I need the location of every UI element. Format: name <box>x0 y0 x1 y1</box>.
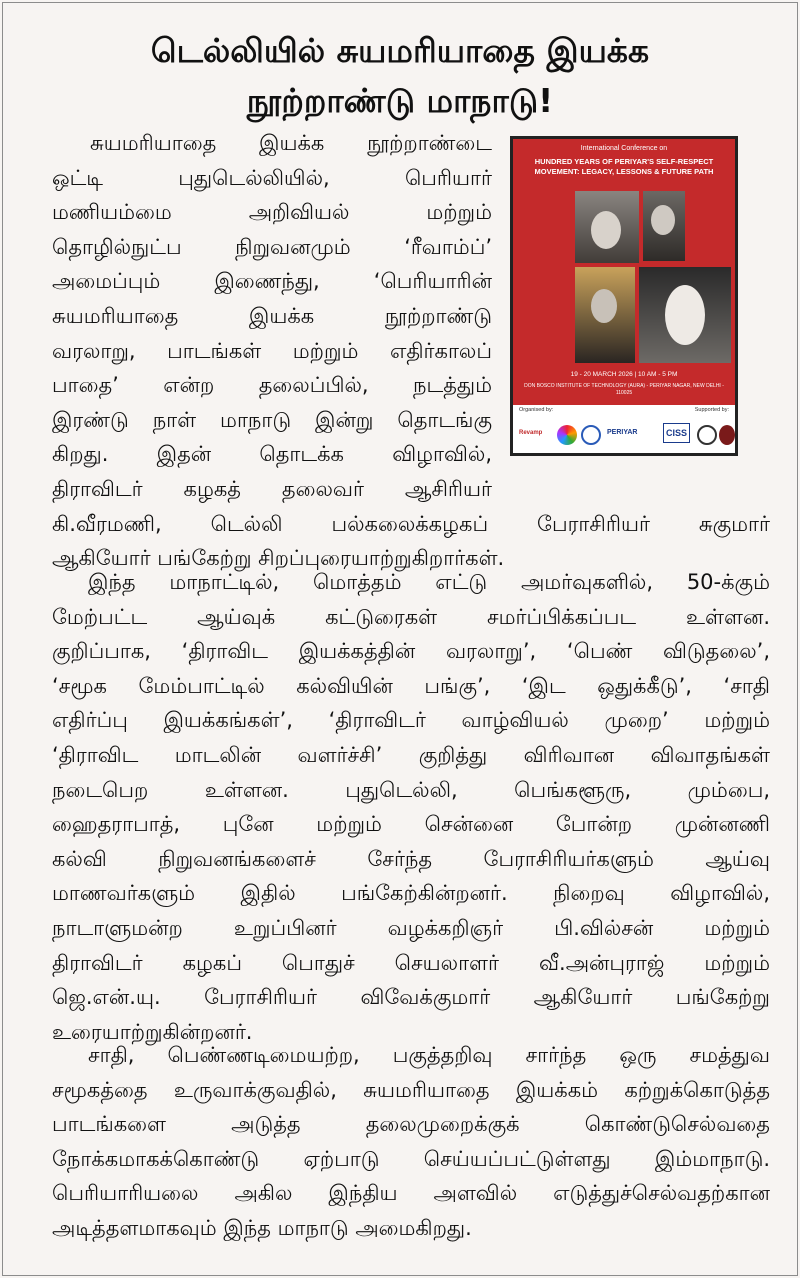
paragraph-line: பெரியாரியலை அகில இந்திய அளவில் எடுத்துச்செல்வதற்கான <box>52 1181 770 1206</box>
poster-title: HUNDRED YEARS OF PERIYAR'S SELF-RESPECT MOVEMENT: LEGACY, LESSONS & FUTURE PATH <box>534 157 714 176</box>
paragraph-line: இரண்டு நாள் மாநாடு இன்று தொடங்கு <box>52 407 492 432</box>
paragraph-line: கல்வி நிறுவனங்களைச் சேர்ந்த பேராசிரியர்களும் ஆய்வு <box>52 846 770 871</box>
paragraph-line: சாதி, பெண்ணடிமையற்ற, பகுத்தறிவு சார்ந்த ஒரு சமத்துவ <box>88 1043 770 1067</box>
paragraph-line: உரையாற்றுகின்றனர். <box>52 1019 253 1044</box>
paragraph-line: நோக்கமாகக்கொண்டு ஏற்பாடு செய்யப்பட்டுள்ளது இம்மாநாடு. <box>52 1146 770 1171</box>
periyar-foundation-logo: PERIYAR <box>607 429 638 436</box>
poster-kicker: International Conference on <box>580 145 668 152</box>
paragraph-line: திராவிடர் கழகத் தலைவர் ஆசிரியர் <box>52 477 492 501</box>
paragraph-line: சுயமரியாதை இயக்க நூற்றாண்டை <box>90 131 492 155</box>
headline-line-1: டெல்லியில் சுயமரியாதை இயக்க <box>150 31 650 70</box>
paragraph-line: தொழில்நுட்ப நிறுவனமும் ‘ரீவாம்ப்’ <box>52 234 492 259</box>
paragraph-line: கிறது. இதன் தொடக்க விழாவில், <box>52 442 492 467</box>
paragraph-line: பாதை’ என்ற தலைப்பில், நடத்தும் <box>52 373 492 398</box>
paragraph-line: மணியம்மை அறிவியல் மற்றும் <box>52 200 492 225</box>
paragraph-line: அடித்தளமாகவும் இந்த மாநாடு அமைகிறது. <box>52 1216 472 1240</box>
periyar-photo-4 <box>639 267 731 363</box>
paragraph-line: சுயமரியாதை இயக்க நூற்றாண்டு <box>52 304 492 328</box>
periyar-photo-2 <box>643 191 685 261</box>
paragraph-line: ஜெ.என்.யு. பேராசிரியர் விவேக்குமார் ஆகியோர் பங்கேற்று <box>52 985 770 1010</box>
headline <box>0 26 800 126</box>
poster-logos-strip <box>513 405 735 453</box>
seal-logo-icon <box>697 425 717 445</box>
poster-date: 19 - 20 MARCH 2026 | 10 AM - 5 PM <box>570 371 678 378</box>
paragraph-line: திராவிடர் கழகப் பொதுச் செயலாளர் வீ.அன்புராஜ் மற்றும் <box>52 950 770 975</box>
paragraph-line: ஒட்டி புதுடெல்லியில், பெரியார் <box>52 165 492 190</box>
paragraph-line: இந்த மாநாட்டில், மொத்தம் எட்டு அமர்வுகளில், 50-க்கும் <box>88 570 770 594</box>
paragraph-line: சமூகத்தை உருவாக்குவதில், சுயமரியாதை இயக்கம் கற்றுக்கொடுத்த <box>52 1077 770 1102</box>
headline-line-2: நூற்றாண்டு மாநாடு! <box>246 81 554 120</box>
paragraph-line: ‘சமூக மேம்பாட்டில் கல்வியின் பங்கு’, ‘இட ஒதுக்கீடு’, ‘சாதி <box>52 673 770 698</box>
paragraph-line: குறிப்பாக, ‘திராவிட இயக்கத்தின் வரலாறு’, ‘பெண் விடுதலை’, <box>52 639 770 664</box>
supported-by-label: Supported by: <box>694 407 729 413</box>
paragraph-line: நடைபெற உள்ளன. புதுடெல்லி, பெங்களூரு, மும்பை, <box>52 777 770 802</box>
paragraph-line: அமைப்பும் இணைந்து, ‘பெரியாரின் <box>52 269 492 294</box>
ciss-logo: CISS <box>663 423 690 443</box>
paragraph-line: ஹைதராபாத், புனே மற்றும் சென்னை போன்ற முன்னணி <box>52 812 770 837</box>
paragraph-line: வரலாறு, பாடங்கள் மற்றும் எதிர்காலப் <box>52 338 492 363</box>
poster-venue: DON BOSCO INSTITUTE OF TECHNOLOGY (AURA) - PERIYAR NAGAR, NEW DELHI - 110025 <box>524 383 724 396</box>
paragraph-line: பாடங்களை அடுத்த தலைமுறைக்குக் கொண்டுசெல்வதை <box>52 1112 770 1137</box>
organised-by-label: Organised by: <box>519 407 554 413</box>
paragraph-line: நாடாளுமன்ற உறுப்பினர் வழக்கறிஞர் பி.வில்சன் மற்றும் <box>52 916 770 940</box>
paragraph-line: மேற்பட்ட ஆய்வுக் கட்டுரைகள் சமர்ப்பிக்கப்பட உள்ளன. <box>52 604 770 629</box>
periyar-photo-1 <box>575 191 639 263</box>
paragraph-line: கி.வீரமணி, டெல்லி பல்கலைக்கழகப் பேராசிரியர் சுகுமார் <box>52 511 770 536</box>
emblem-logo-icon <box>581 425 601 445</box>
paragraph-line: மாணவர்களும் இதில் பங்கேற்கின்றனர். நிறைவு விழாவில், <box>52 881 770 906</box>
red-seal-logo-icon <box>719 425 735 445</box>
paragraph-line: எதிர்ப்பு இயக்கங்கள்’, ‘திராவிடர் வாழ்வியல் முறை’ மற்றும் <box>52 708 770 733</box>
paragraph-line: ஆகியோர் பங்கேற்று சிறப்புரையாற்றுகிறார்கள். <box>52 546 505 571</box>
star-logo-icon <box>557 425 577 445</box>
periyar-photo-3 <box>575 267 635 363</box>
revamp-logo: Revamp <box>519 430 543 436</box>
paragraph-line: ‘திராவிட மாடலின் வளர்ச்சி’ குறித்து விரிவான விவாதங்கள் <box>52 743 770 767</box>
conference-poster-image <box>510 136 738 456</box>
